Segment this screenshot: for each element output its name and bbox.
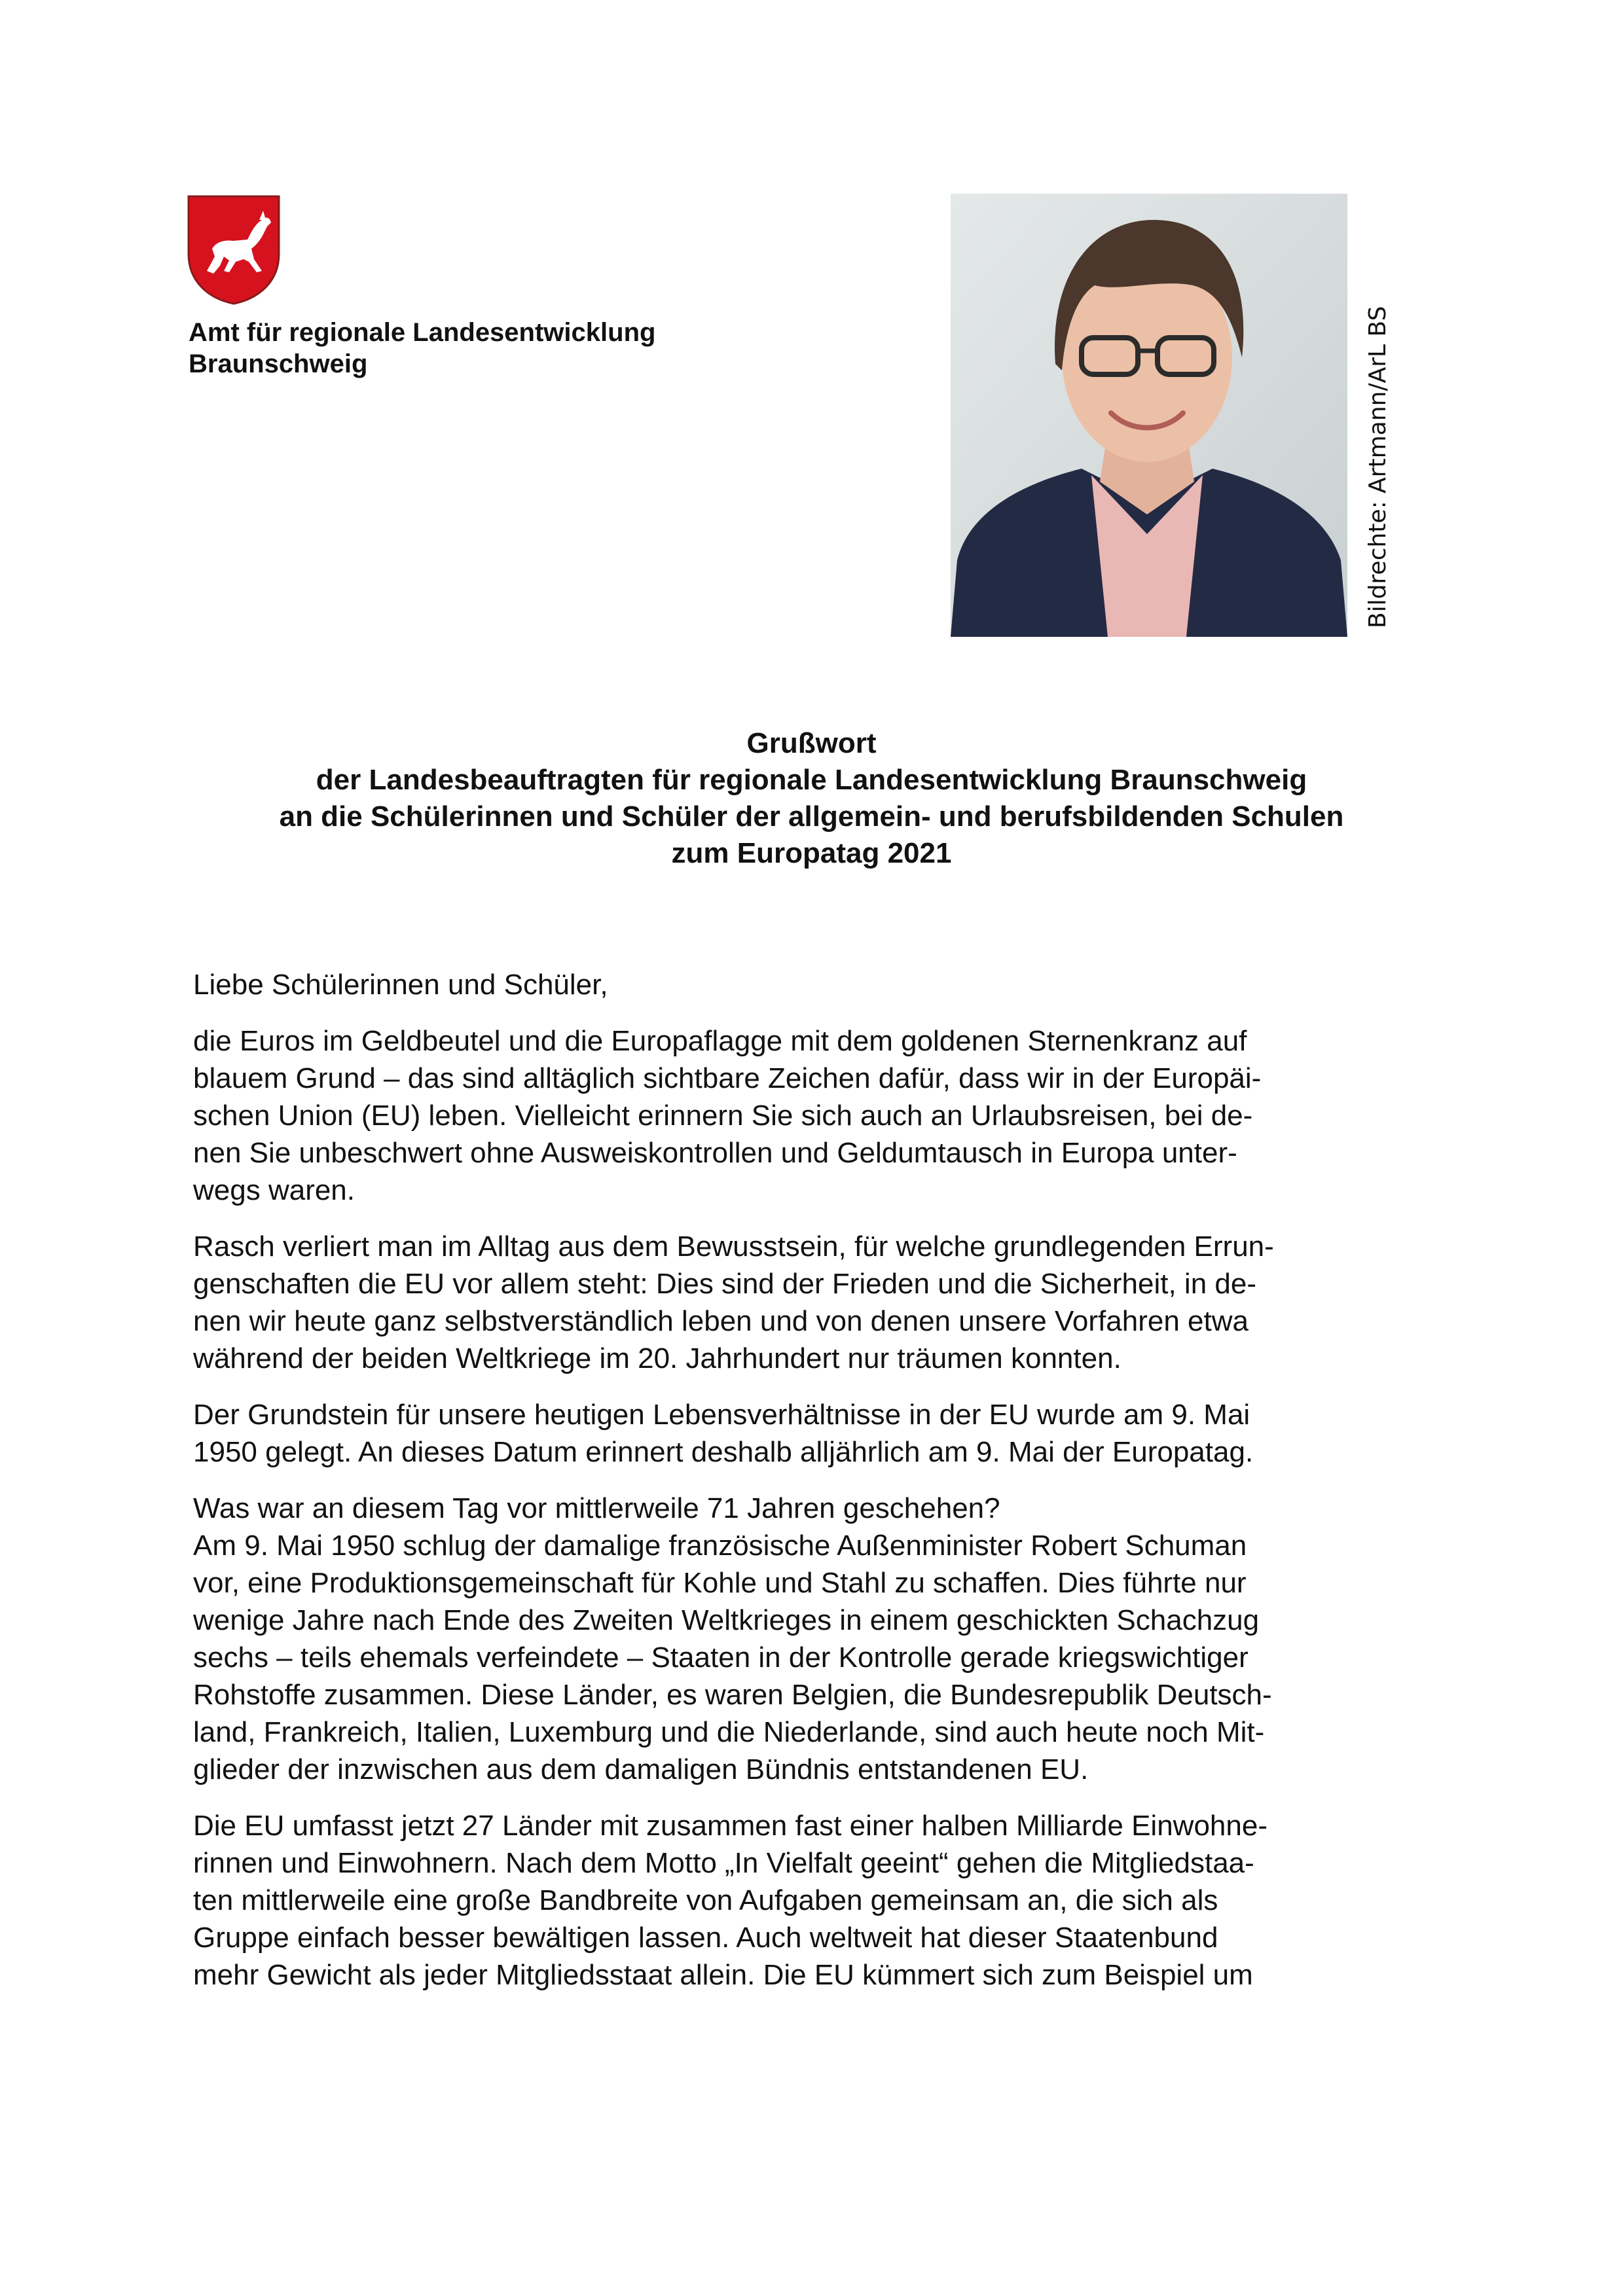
text-line: 1950 gelegt. An dieses Datum erinnert deshalb alljährlich am 9. Mai der Europatag. (193, 1436, 1254, 1468)
text-line: land, Frankreich, Italien, Luxemburg und die Niederlande, sind auch heute noch Mit- (193, 1716, 1265, 1748)
organization-line: Amt für regionale Landesentwicklung (189, 318, 656, 347)
text-line: nen Sie unbeschwert ohne Ausweiskontrollen und Geldumtausch in Europa unter- (193, 1137, 1237, 1169)
heading-line: an die Schülerinnen und Schüler der allgemein- und berufsbildenden Schulen (279, 800, 1344, 833)
organization-line: Braunschweig (189, 350, 368, 378)
text-line: Die EU umfasst jetzt 27 Länder mit zusammen fast einer halben Milliarde Einwohne- (193, 1810, 1267, 1842)
text-line: wegs waren. (193, 1174, 356, 1206)
document-heading (131, 725, 1492, 872)
paragraph (193, 1396, 1437, 1471)
text-line: blauem Grund – das sind alltäglich sichtbare Zeichen dafür, dass wir in der Europäi- (193, 1062, 1262, 1094)
portrait-photo (951, 194, 1347, 637)
text-line: die Euros im Geldbeutel und die Europaflagge mit dem goldenen Sternenkranz auf (193, 1025, 1247, 1057)
text-line: Rohstoffe zusammen. Diese Länder, es waren Belgien, die Bundesrepublik Deutsch- (193, 1679, 1272, 1711)
text-line: wenige Jahre nach Ende des Zweiten Weltkrieges in einem geschickten Schachzug (193, 1604, 1260, 1636)
text-line: nen wir heute ganz selbstverständlich leben und von denen unsere Vorfahren etwa (193, 1305, 1249, 1337)
text-line: schen Union (EU) leben. Vielleicht erinnern Sie sich auch an Urlaubsreisen, bei de- (193, 1100, 1253, 1132)
text-line: mehr Gewicht als jeder Mitgliedsstaat allein. Die EU kümmert sich zum Beispiel um (193, 1959, 1253, 1991)
salutation (193, 966, 1437, 1003)
heading-line: zum Europatag 2021 (671, 837, 952, 869)
text-line: Liebe Schülerinnen und Schüler, (193, 969, 608, 1001)
text-line: Was war an diesem Tag vor mittlerweile 71 Jahren geschehen? (193, 1492, 1000, 1524)
letter-body (193, 966, 1437, 2013)
photo-credit: Bildrechte: Artmann/ArL BS (1364, 306, 1391, 628)
text-line: Rasch verliert man im Alltag aus dem Bewusstsein, für welche grundlegenden Errun- (193, 1230, 1274, 1263)
heading-line: der Landesbeauftragten für regionale Landesentwicklung Braunschweig (316, 764, 1307, 796)
text-line: glieder der inzwischen aus dem damaligen Bündnis entstandenen EU. (193, 1753, 1089, 1785)
paragraph (193, 1022, 1437, 1209)
paragraph (193, 1490, 1437, 1788)
text-line: vor, eine Produktionsgemeinschaft für Kohle und Stahl zu schaffen. Dies führte nur (193, 1567, 1247, 1599)
text-line: Am 9. Mai 1950 schlug der damalige französische Außenminister Robert Schuman (193, 1530, 1247, 1562)
text-line: ten mittlerweile eine große Bandbreite von Aufgaben gemeinsam an, die sich als (193, 1884, 1218, 1916)
heading-line: Grußwort (746, 727, 877, 759)
text-line: Der Grundstein für unsere heutigen Lebensverhältnisse in der EU wurde am 9. Mai (193, 1399, 1250, 1431)
organization-name (189, 317, 778, 380)
text-line: während der beiden Weltkriege im 20. Jahrhundert nur träumen konnten. (193, 1342, 1122, 1374)
paragraph (193, 1807, 1437, 1994)
text-line: rinnen und Einwohnern. Nach dem Motto „In Vielfalt geeint“ gehen die Mitgliedstaa- (193, 1847, 1254, 1879)
lower-saxony-coat-of-arms-icon (186, 194, 282, 306)
paragraph (193, 1228, 1437, 1377)
text-line: genschaften die EU vor allem steht: Dies sind der Frieden und die Sicherheit, in de- (193, 1268, 1256, 1300)
text-line: Gruppe einfach besser bewältigen lassen. Auch weltweit hat dieser Staatenbund (193, 1922, 1218, 1954)
text-line: sechs – teils ehemals verfeindete – Staaten in der Kontrolle gerade kriegswichtiger (193, 1641, 1249, 1674)
